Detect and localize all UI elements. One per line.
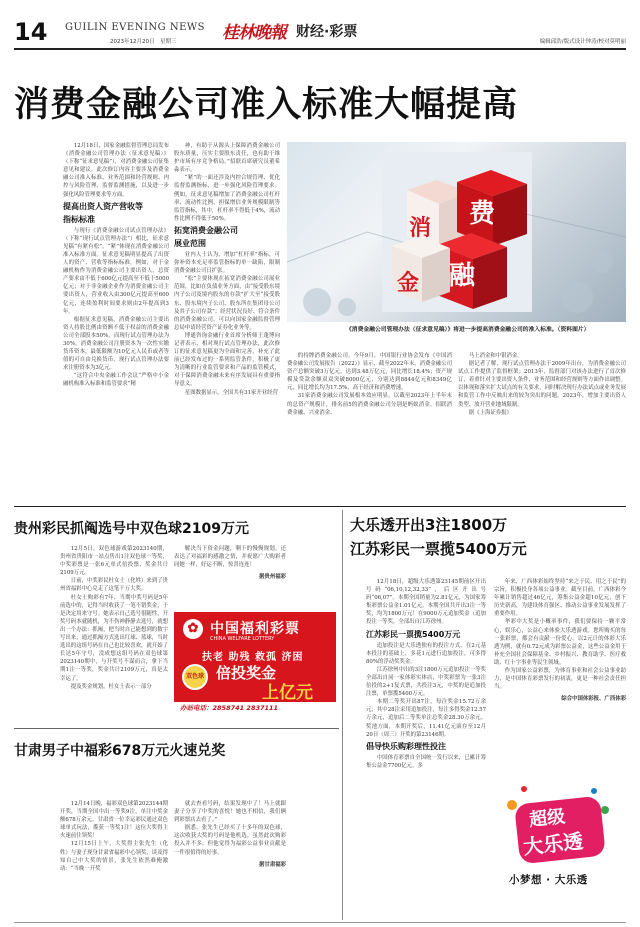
dlt-logo-tagline: 小梦想 · 大乐透 xyxy=(509,874,588,886)
paragraph: 据悉，张先生已经买了十多年的双色球，这次收获大奖的号码是他机选。虽然此次购彩投入并不多，但他觉得为福彩公益事业贡献是一件很值得的好事。 xyxy=(174,825,286,856)
footer-rule xyxy=(14,922,626,923)
paragraph: 解决当下资金问题，剩下的慢慢规划。还表达了对福彩的感激之情，并祝愿广大购彩者同她一样，好运不断，惊喜连连！ xyxy=(174,546,286,569)
paragraph: 追加投注是大乐透独有的投注方式，在2元基本投注的基础上，多花1元进行追加投注，可多得80%的浮动奖奖金。 xyxy=(366,642,486,665)
paragraph: 12月5日，双色球游戏第2023140期，贵州省贵阳市一站点售出1注双色球一等奖，中奖彩票是一张6元单式倍投票，奖金共计2109万元。 xyxy=(60,546,168,577)
main-article-photo xyxy=(287,142,626,322)
paragraph: 星图数据显示，全国共有31家开业经营 xyxy=(184,389,278,396)
main-headline: 消费金融公司准入标准大幅提高 xyxy=(14,85,519,125)
paragraph: 华彩中大奖是小概率事件，我们要保持一颗平常心，娱乐心，公益心来体验大乐透游戏。您所购买的每一张彩票，都会有贡献一份爱心。以2元计的体彩大乐透为例，就有0.72元成为彩票公益金，这些公益金用于补充全国社会保障基金、乡村振兴、教育助学、医疗救助、红十字事业等民生领域。 xyxy=(494,619,626,666)
paragraph: 江苏徐州中出的3注1800万元追加投注一等奖全部出自同一家体彩实体店，中奖彩票为一张3注倍投的2+1复式票，共投注3元，中奖的是追加投注票，单票揽5400万元。 xyxy=(366,666,486,698)
paragraph: 提及奖金规划，杜女士表示一部分 xyxy=(70,683,152,690)
paragraph: 31家消费金融公司发展根本效应明显。以截至2023年上半年末的总资产规模计，排名前5的消费金融公司分别是蚂蚁消金、招联消费金融、兴业消金、 xyxy=(287,393,452,416)
subheading: 拓宽消费金融公司 xyxy=(174,225,238,235)
paragraph: 12月18日，国家金融监督管理总局发布《消费金融公司管理办法（征求意见稿）》（下称“征求意见稿”），对消费金融公司征集意见和建议。此次修订内容主要涉及消费金融公司准入标准、业务范围和经营规则、内控与风险管理、监督监测措施，以及进一步强化风险管理要求等方面。 xyxy=(63,143,169,198)
paragraph: 据《上海证券报》 xyxy=(468,409,512,416)
confetti-icon xyxy=(521,786,527,792)
paragraph: 据记者了解，现行试点管理办法于2009年出台，为消费金融公司试点工作提供了监督框架；2013年，监督部门对该办法进行了首次修订，着重针对主要出资人条件、业务范围和经营规则等方面作出调整。以体现和落实扩大试点的有关要求，同时解决现行办法试点或业务发展和监管工作中反映出来的较为突出的问题。2023年，增加主要出资人类型、放开营业地域限制。 xyxy=(458,361,626,408)
ad-logo-icon: ✿ xyxy=(183,619,203,639)
dlt-column-1 xyxy=(366,578,486,920)
paragraph: 业内人士认为，增加“杠杆率”指标，可弥补资本充足率监管指标的单一缺陷，限制消费金融公司日扩张。 xyxy=(174,251,280,275)
paragraph: “紧”的一面还涉及内控合规管理、优化监督监测指标，进一步强化风险管理要求。例如，征求意见稿增加了消费金融公司杠杆率、流动性比例、担保增信业务规模限制等监管指标，其中，杠杆率不得低于4%，流动性比例不得低于50%。 xyxy=(174,175,280,222)
ad-phone-label: 办站电话： xyxy=(180,704,213,712)
main-article-column-2 xyxy=(174,142,280,502)
paragraph: 与现行《消费金融公司试点管理办法》（下称“现行试点管理办法”）相比，征求意见稿“有紧有松”。“紧”体现在消费金融公司准入标准方面。征求意见稿明显提高了出资人的资产、营收等指标标准。例如，对于金融机构作为消费金融公司主要出资人，总资产要求由不低于600亿元提高至不低于5000亿元；对于非金融企业作为消费金融公司主要出资人，营业收入由300亿元提高至600亿元，连续盈利时间要求则由2年提高到3年。 xyxy=(63,227,169,315)
paragraph: 中国体育彩票自全国统一发行以来，已累计筹集公益金7700亿元，多 xyxy=(366,754,486,769)
subheading: 指标标准 xyxy=(63,214,95,224)
editor-credits: 编辑邱浩/版式设计钟涛/校对莫明丽 xyxy=(539,39,626,45)
newspaper-logo: 桂林晚報 xyxy=(222,23,286,43)
ad-brand-en: CHINA WELFARE LOTTERY xyxy=(210,636,275,642)
section-title: 财经·彩票 xyxy=(296,24,358,40)
svg-text:金: 金 xyxy=(397,271,420,296)
dlt-headline-1: 大乐透开出3注1800万 xyxy=(350,516,508,534)
paragraph: 就去查看号码，结果发现中了！马上就跟妻子分享了中奖的喜悦！她也不相信，我们俩到彩票店去看了。” xyxy=(174,801,286,824)
paragraph: 杜女士购彩有7年，当期中奖号码是5年前选中的，记得当时收获了一笔不错奖金，于是决定用来守号。她表示自己选号很随性，开奖号码本就随机，为不伤神静静去选号，就想出一个办法：抓阄，把当时自己能想到的数字写出来，通过抓阄方式选出红球、蓝球，当时选出的这组号码在自己也比较喜欢，就开始了长达5年守号，没成想这组号码在双色球第2023140期中，与开奖号不谋而合，拿下当期1注一等奖，奖金共计2109万元，真是太幸运了。 xyxy=(60,594,168,682)
source-credit: 综合中国体彩报、广西体彩 xyxy=(561,696,626,703)
subheading: 提高出资人资产营收等 xyxy=(63,201,143,211)
paragraph: 博通咨询金融行业首席分析师王蓬博向记者表示，相对现行试点管理办法，此次修订的征求意见稿更为全面和完善，补充了此前已经发布过的一系列监管条件，积极了更为清晰的行业监管要求和产品的监管模式，对于保障消费金融未来有序发展具有重要指导意义。 xyxy=(174,332,280,388)
subheading: 展业范围 xyxy=(174,238,206,248)
svg-text:融: 融 xyxy=(449,261,476,291)
guizhou-headline: 贵州彩民抓阄选号中双色球2109万元 xyxy=(14,521,249,537)
gansu-column-1 xyxy=(60,800,168,920)
paragraph: 12月18日，超级大乐透第23145期前区开出号码“06,10,12,32,33”，后区开出号码“06,07”。本期全国销量为2.81亿元，为国家筹集彩票公益金1.01亿元。本期全国共开出3注一等奖，均为1800万元！在9000万元追加奖金（追加投注一等奖，全部出自江苏徐州。 xyxy=(366,579,486,626)
welfare-lottery-ad xyxy=(174,612,336,702)
paragraph: 的持牌消费金融公司。今年9月，中国银行业协会发布《中国消费金融公司发展报告（2022）》显示，截至2022年末，消费金融公司资产总额突破3万亿元，达到3.48万亿元，同比增长18.4%；资产规模及贷款余额双双突破8000亿元，分别达到8844亿元和8349亿元，同比增长均为17.5%，高于经济和消费增速。 xyxy=(287,353,452,392)
photo-caption: 《消费金融公司管理办法（征求意见稿）》将进一步提高消费金融公司的准入标准。（资料图片） xyxy=(346,327,590,333)
paragraph: “松”主要体现在拓宽消费金融公司展业范围，比如在负债业务方面，由“接受股东境内子公司及境内股东的存款”扩大至“接受股东、股东境内子公司、股东所在集团母公司及其子公司存款”；经营状况良好、符合条件的消费金融公司，可以向国家金融监督管理总局申请经营资产证券化业务等。 xyxy=(174,276,280,331)
main-article-column-4 xyxy=(458,352,626,502)
ad-phone-bar xyxy=(174,702,336,714)
ad-ball xyxy=(182,664,208,690)
column-divider xyxy=(342,510,343,920)
subheading: 倡导快乐购彩理性投注 xyxy=(366,741,446,751)
issue-date: 2023年12月20日 星期三 xyxy=(110,39,177,45)
confetti-icon xyxy=(601,806,609,814)
gansu-headline: 甘肃男子中福彩678万元火速兑奖 xyxy=(14,743,226,759)
confetti-icon xyxy=(507,800,517,810)
dlt-logo-line-2: 大乐透 xyxy=(522,828,585,860)
guizhou-column-1 xyxy=(60,545,168,725)
header-rule xyxy=(14,48,626,50)
paragraph: 日前，中奖彩民杜女士（化姓）来到了贵州省福彩中心兑走了这笔千万大奖。 xyxy=(60,578,168,593)
ad-promo-2: 上亿元 xyxy=(262,683,313,702)
paragraph: 年来，广西体彩始终坚持“来之于民、用之于民”的宗旨，积极投身各项公益事业。截至目前，广西体彩今年累计销售超过46亿元，筹集公益金超10亿元，创下历史新高，为建设体育强区、推动公益事业发展发挥了重要作用。 xyxy=(494,579,626,618)
paragraph: 马上消金和中银消金。 xyxy=(468,353,523,359)
source-credit: 据甘肃福彩 xyxy=(259,861,286,868)
source-credit: 据贵州福彩 xyxy=(259,574,286,581)
paper-name: GUILIN EVENING NEWS xyxy=(65,22,206,33)
confetti-icon xyxy=(591,788,597,794)
main-article-column-3 xyxy=(287,352,452,502)
ad-promo-1: 倍投奖金 xyxy=(216,664,277,682)
ad-ball-label: 双色球 xyxy=(185,673,204,680)
paragraph: 神，有助于从源头上保障消费金融公司股东质量，压实主要股东责任，也有助于维护市场有序竞争格局。”招联首席研究员董希淼表示。 xyxy=(174,143,280,174)
section-divider xyxy=(14,506,626,507)
ad-phone: 2858741 2837111 xyxy=(212,704,279,712)
dlt-headline-2: 江苏彩民一票揽5400万元 xyxy=(350,540,527,558)
paragraph: 根据征求意见稿，消费金融公司主要出资人持股比例由资额不低于权益的消费金融公司全部股本50%，而现行试点管理办法为30%。消费金融公司注册资本为一次性实缴货币资本，最低限额为10亿元人民币或者等值的可自由兑换货币，现行试点管理办法要求注册资本为3亿元。 xyxy=(63,316,169,372)
paragraph: 本期二等奖开出87注，每注奖金15.72万余元；其中28注采用追加投注，每注多得奖金12.57万余元，追加后二等奖单注总奖金28.30万余元。奖池方面，本期开奖后，11.41亿元滚存至12月20日（周三）开奖的第23146期。 xyxy=(366,699,486,738)
dlt-column-2 xyxy=(494,578,626,778)
main-article-column-1 xyxy=(63,142,169,502)
gansu-column-2 xyxy=(174,800,286,920)
guizhou-column-2 xyxy=(174,545,286,610)
paragraph: 12月14日晚，福彩双色球第2023144期开奖，当期全国中出一等奖9注，单注中奖金额678万余元。甘肃省一位幸运彩民通过双色球单式玩法，揽获一等奖1注！这位大奖得主火速前往领奖！ xyxy=(60,801,168,840)
paragraph: 作为国家公益彩票，为体育事业和社会公益事业助力，是中国体育彩票发行的初衷，更是一种社会责任担当。 xyxy=(494,668,626,691)
section-divider-2 xyxy=(14,728,339,729)
dlt-logo xyxy=(505,782,615,892)
ad-slogan: 扶老 助残 救孤 济困 xyxy=(202,652,304,663)
paragraph: “这符合中央金融工作会议“严格中小金融机构准入标准和监管要求”精 xyxy=(63,373,169,388)
svg-text:费: 费 xyxy=(469,199,496,229)
dlt-logo-line-1: 超级 xyxy=(528,806,567,831)
svg-text:消: 消 xyxy=(409,216,432,241)
photo-illustration xyxy=(287,142,626,322)
paragraph: 12月15日上午，大奖得主张先生（化姓）与妻子现身甘肃省福彩中心领奖，谈及得知自己中大奖的情景，张先生依然难掩激动：“当晚一开奖 xyxy=(60,841,168,872)
page-number: 14 xyxy=(14,18,48,46)
subheading: 江苏彩民一票揽5400万元 xyxy=(366,629,461,639)
ad-brand: 中国福利彩票 xyxy=(210,621,300,637)
